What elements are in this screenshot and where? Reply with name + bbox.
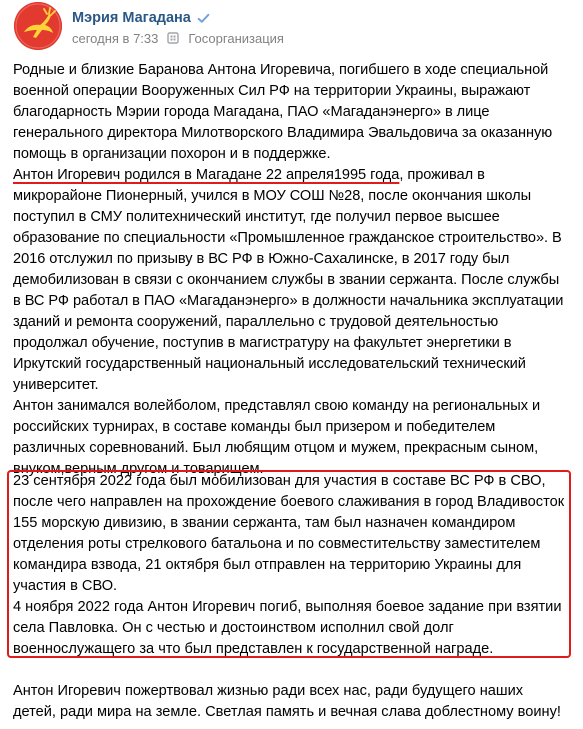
paragraph-mobilization: 23 сентября 2022 года был мобилизован для участия в составе ВС РФ в СВО, после чего направлен на прохождение боевого слаживания в город Владивосток 155 морскую дивизию, в звании сержанта, там был назначен командиром отделения роты стрелкового батальона и по совместительству заместителем командира взвода, 21 октября был отправлен на территорию Украины для участия в СВО. [13, 473, 565, 594]
verified-icon [197, 12, 210, 25]
post-time[interactable]: сегодня в 7:33 [72, 30, 159, 46]
underlined-birth-info: Антон Игоревич родился в Магадане 22 апреля1995 года [13, 167, 400, 183]
avatar[interactable] [14, 2, 62, 50]
biography-text: , проживал в микрорайоне Пионерный, учился в МОУ СОШ №28, после окончания школы поступил в СМУ политехнический институт, где получил первое высшее образование по специальности «Промышленное гражданское строительство». В 2016 отслужил по призыву в ВС РФ в Южно-Сахалинске, в 2017 году был демобилизован в связи с окончанием службы в звании сержанта. После службы в ВС РФ работал в ПАО «Магаданэнерго» в должности начальника эксплуатации зданий и ремонта сооружений, параллельно с трудовой деятельностью продолжал обучение, поступив в магистратуру на факультет энергетики в Иркутский государственный национальный исследовательский технический университет. [13, 167, 564, 393]
highlighted-text [13, 471, 569, 660]
author-link[interactable]: Мэрия Магадана [72, 10, 191, 26]
paragraph-thanks: Родные и близкие Баранова Антона Игоревича, погибшего в ходе специальной военной операции Вооруженных Сил РФ на территории Украины, выражают благодарность Мэрии города Магадана, ПАО «Магаданэнерго» в лице генерального директора Милотворского Владимира Эвальдовича за оказанную помощь в организации похорон и в поддержке. [13, 62, 553, 162]
paragraph-biography [13, 165, 569, 396]
post-meta [72, 30, 284, 46]
post-text [13, 60, 569, 480]
paragraph-memory: Антон Игоревич пожертвовал жизнью ради всех нас, ради будущего наших детей, ради мира на земле. Светлая память и вечная слава доблестному воину! [13, 683, 561, 720]
author-row [72, 8, 210, 28]
deer-logo-icon [14, 2, 62, 50]
paragraph-hobbies: Антон занимался волейболом, представлял свою команду на региональных и российских турнирах, в составе команды был призером и победителем различных соревнований. Был любящим отцом и мужем, прекрасным сыном, внуком,верным другом и товарищем. [13, 398, 541, 477]
post-category: Госорганизация [188, 30, 284, 46]
post-header [0, 0, 583, 56]
org-icon [166, 31, 180, 45]
paragraph-memory-wrap [13, 681, 573, 723]
paragraph-death: 4 ноября 2022 года Антон Игоревич погиб, выполняя боевое задание при взятии села Павловка. Он с честью и достоинством исполнил свой долг военнослужащего за что был представлен к государственной награде. [13, 599, 562, 657]
